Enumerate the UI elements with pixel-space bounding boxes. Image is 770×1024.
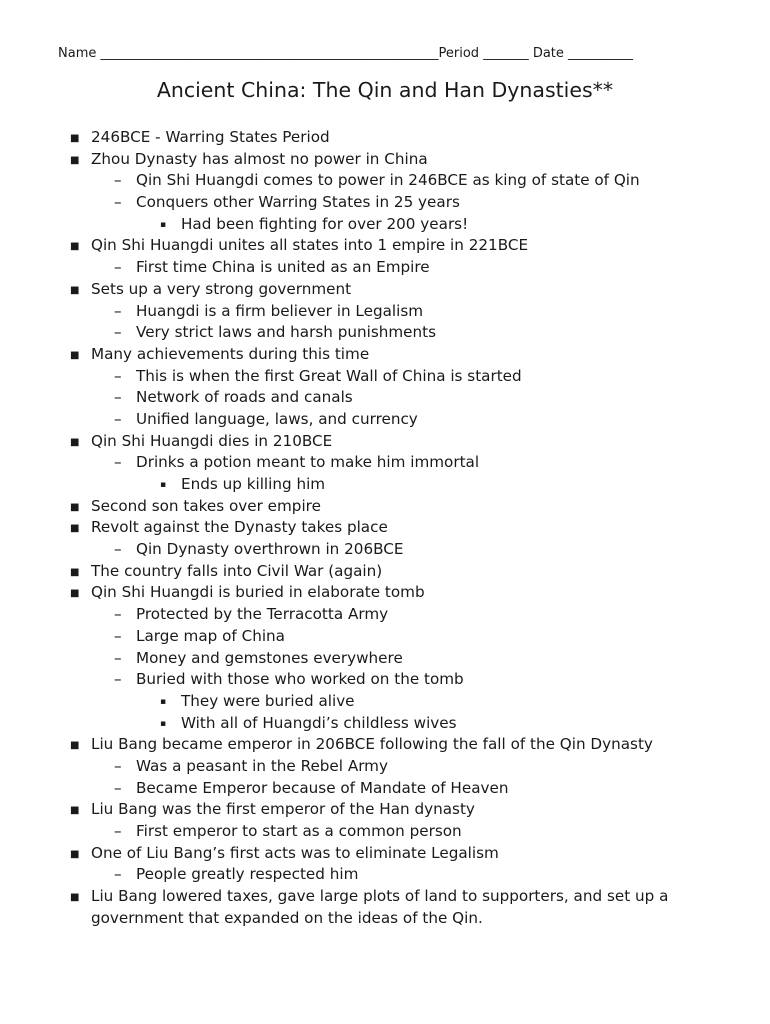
small-square-bullet-icon: ▪ xyxy=(160,219,167,230)
list-item xyxy=(0,149,770,171)
square-bullet-icon: ■ xyxy=(70,241,80,253)
page-title: Ancient China: The Qin and Han Dynasties** xyxy=(156,78,614,102)
list-item-text: Many achievements during this time xyxy=(91,344,370,363)
list-item xyxy=(0,496,770,518)
list-item xyxy=(0,301,770,323)
dash-bullet-icon: – xyxy=(114,756,122,775)
list-item xyxy=(0,279,770,301)
dash-bullet-icon: – xyxy=(114,171,122,190)
name-blank[interactable]: ____________________________________________________ xyxy=(100,46,439,61)
notes-outline xyxy=(0,127,770,929)
dash-bullet-icon: – xyxy=(114,822,122,840)
square-bullet-icon: ■ xyxy=(70,523,80,535)
dash-bullet-icon: – xyxy=(114,865,122,884)
square-bullet-icon: ■ xyxy=(70,436,80,448)
list-item xyxy=(0,886,770,908)
list-item xyxy=(0,431,770,453)
list-item-text: Became Emperor because of Mandate of Heaven xyxy=(136,778,509,797)
list-item-text: Qin Dynasty overthrown in 206BCE xyxy=(136,540,404,559)
list-item xyxy=(0,170,770,192)
dash-bullet-icon: – xyxy=(114,626,122,645)
square-bullet-icon: ■ xyxy=(70,848,80,860)
list-item-text: Sets up a very strong government xyxy=(91,279,352,298)
list-item xyxy=(0,561,770,583)
list-item-text: Unified language, laws, and currency xyxy=(136,409,418,428)
list-item-text: 246BCE - Warring States Period xyxy=(91,128,330,146)
square-bullet-icon: ■ xyxy=(70,284,80,296)
list-item-text: Qin Shi Huangdi dies in 210BCE xyxy=(91,431,333,450)
list-item xyxy=(0,582,770,604)
list-item xyxy=(0,626,770,648)
list-item-text: Protected by the Terracotta Army xyxy=(136,605,389,624)
square-bullet-icon: ■ xyxy=(70,349,80,361)
date-blank[interactable]: __________ xyxy=(568,46,634,61)
list-item-text: Revolt against the Dynasty takes place xyxy=(91,518,388,537)
square-bullet-icon: ■ xyxy=(70,566,80,578)
dash-bullet-icon: – xyxy=(114,366,122,385)
date-label: Date xyxy=(532,46,564,61)
list-item-text: People greatly respected him xyxy=(136,865,359,884)
list-item-text: Qin Shi Huangdi is buried in elaborate tomb xyxy=(91,583,425,602)
list-item xyxy=(0,669,770,691)
list-item xyxy=(0,387,770,409)
square-bullet-icon: ■ xyxy=(70,133,80,144)
list-item xyxy=(0,821,770,843)
list-item xyxy=(0,214,770,236)
list-item-text: Buried with those who worked on the tomb xyxy=(136,670,464,689)
list-item xyxy=(0,691,770,713)
list-item-text: Liu Bang was the first emperor of the Han dynasty xyxy=(91,800,475,819)
list-item xyxy=(0,843,770,865)
period-label: Period xyxy=(438,46,480,61)
list-item xyxy=(0,734,770,756)
list-item xyxy=(0,409,770,431)
list-item xyxy=(0,713,770,735)
list-item-text: They were buried alive xyxy=(181,691,355,710)
small-square-bullet-icon: ▪ xyxy=(160,696,167,707)
list-item-text: Second son takes over empire xyxy=(91,496,321,515)
list-item xyxy=(0,257,770,279)
list-item-text: Ends up killing him xyxy=(181,475,326,493)
dash-bullet-icon: – xyxy=(114,540,122,559)
list-item-text: Large map of China xyxy=(136,626,285,645)
dash-bullet-icon: – xyxy=(114,605,122,624)
dash-bullet-icon: – xyxy=(114,670,122,689)
list-item-text: Qin Shi Huangdi unites all states into 1 empire in 221BCE xyxy=(91,236,529,255)
list-item-text: Liu Bang became emperor in 206BCE following the fall of the Qin Dynasty xyxy=(91,735,653,754)
list-item xyxy=(0,648,770,670)
list-item xyxy=(0,864,770,886)
list-item xyxy=(0,344,770,366)
list-item xyxy=(0,908,770,930)
list-item xyxy=(0,474,770,496)
dash-bullet-icon: – xyxy=(114,648,122,667)
square-bullet-icon: ■ xyxy=(70,501,80,513)
list-item xyxy=(0,756,770,778)
list-item-text: Was a peasant in the Rebel Army xyxy=(136,756,388,775)
list-item xyxy=(0,192,770,214)
small-square-bullet-icon: ▪ xyxy=(160,480,167,490)
dash-bullet-icon: – xyxy=(114,323,122,342)
list-item-text: One of Liu Bang’s first acts was to eliminate Legalism xyxy=(91,843,499,862)
list-item xyxy=(0,539,770,561)
list-item-text: Conquers other Warring States in 25 years xyxy=(136,193,460,212)
list-item xyxy=(0,452,770,474)
dash-bullet-icon: – xyxy=(114,778,122,797)
square-bullet-icon: ■ xyxy=(70,740,80,752)
list-item-text: The country falls into Civil War (again) xyxy=(91,561,383,580)
dash-bullet-icon: – xyxy=(114,258,122,277)
list-item-text: First time China is united as an Empire xyxy=(136,258,430,277)
list-item-text: Huangdi is a firm believer in Legalism xyxy=(136,301,424,320)
list-item-text: Money and gemstones everywhere xyxy=(136,648,403,667)
dash-bullet-icon: – xyxy=(114,409,122,428)
list-item xyxy=(0,322,770,344)
list-item xyxy=(0,799,770,821)
list-item xyxy=(0,366,770,388)
list-item-text: Qin Shi Huangdi comes to power in 246BCE as king of state of Qin xyxy=(136,171,640,190)
dash-bullet-icon: – xyxy=(114,301,122,320)
list-item-text: First emperor to start as a common person xyxy=(136,822,462,840)
list-item xyxy=(0,235,770,257)
list-item-text: Had been fighting for over 200 years! xyxy=(181,214,469,233)
list-item-text: With all of Huangdi’s childless wives xyxy=(181,713,457,732)
list-item-text: Network of roads and canals xyxy=(136,388,353,407)
square-bullet-icon: ■ xyxy=(70,892,80,904)
small-square-bullet-icon: ▪ xyxy=(160,718,167,729)
list-item-text: Liu Bang lowered taxes, gave large plots of land to supporters, and set up a xyxy=(91,887,669,906)
list-item-text: Zhou Dynasty has almost no power in China xyxy=(91,149,428,168)
period-blank[interactable]: _______ xyxy=(483,46,529,61)
list-item-text: Drinks a potion meant to make him immortal xyxy=(136,453,480,472)
worksheet-header xyxy=(58,46,726,61)
list-item-text: government that expanded on the ideas of the Qin. xyxy=(91,908,483,927)
name-label: Name xyxy=(58,46,97,61)
square-bullet-icon: ■ xyxy=(70,805,80,817)
list-item-text: This is when the first Great Wall of China is started xyxy=(136,366,522,385)
list-item-text: Very strict laws and harsh punishments xyxy=(136,323,436,342)
dash-bullet-icon: – xyxy=(114,388,122,407)
square-bullet-icon: ■ xyxy=(70,154,80,166)
square-bullet-icon: ■ xyxy=(70,588,80,600)
list-item xyxy=(0,517,770,539)
list-item xyxy=(0,127,770,149)
dash-bullet-icon: – xyxy=(114,193,122,212)
list-item xyxy=(0,778,770,800)
dash-bullet-icon: – xyxy=(114,453,122,472)
list-item xyxy=(0,604,770,626)
